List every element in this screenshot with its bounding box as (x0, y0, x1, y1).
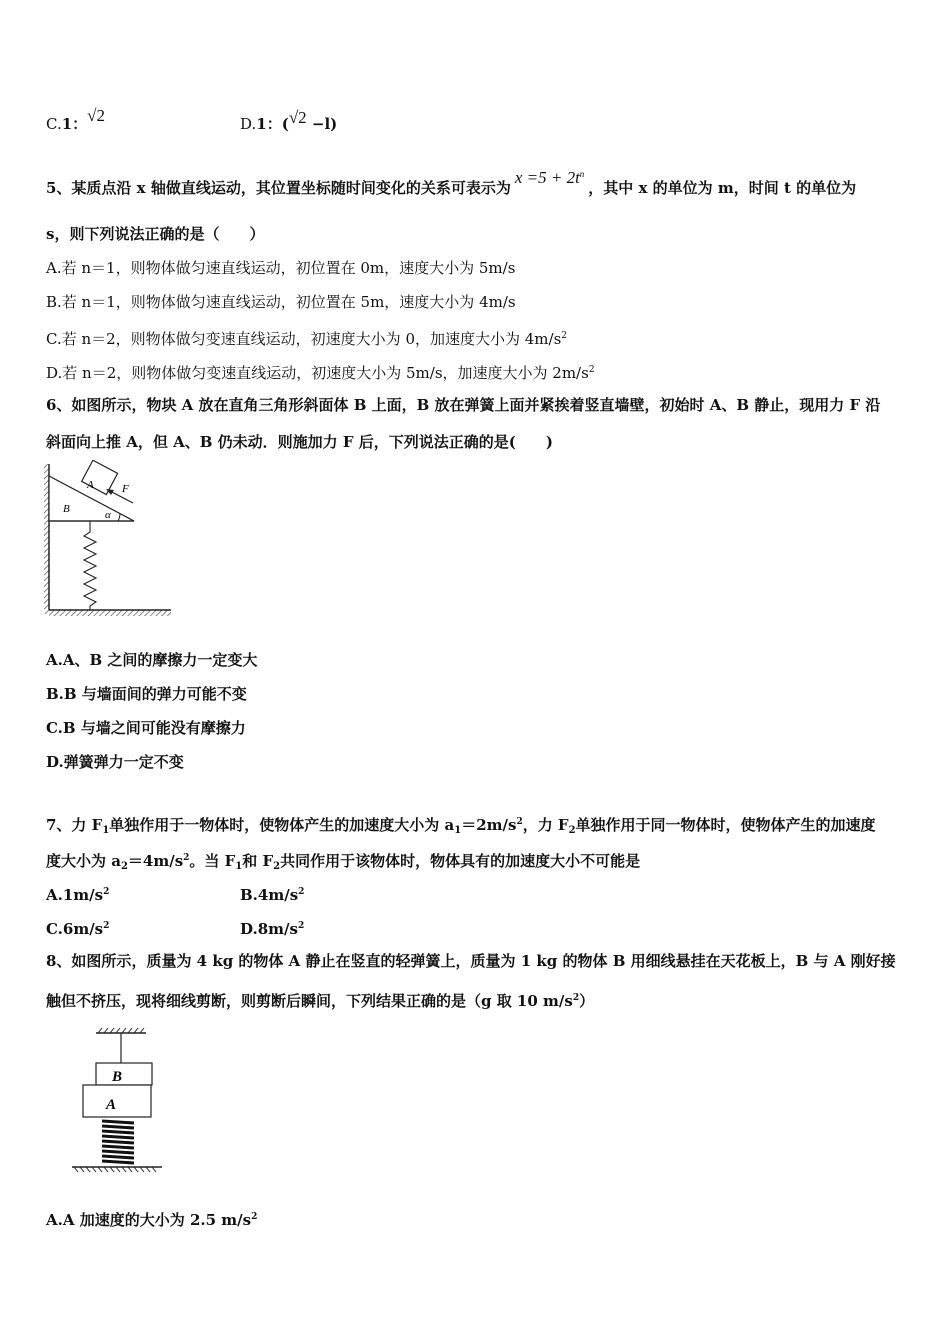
q5-stem-line2: s，则下列说法正确的是（ ） (46, 225, 265, 243)
q4-option-c-math: √2 (87, 106, 105, 125)
q6-option-b: B.B 与墙面间的弹力可能不变 (46, 685, 247, 703)
q8-figure (66, 1025, 176, 1175)
q6-option-a: A.A、B 之间的摩擦力一定变大 (46, 651, 258, 669)
q6-option-c: C.B 与墙之间可能没有摩擦力 (46, 719, 246, 737)
q4-option-d-text: 1：( (256, 115, 289, 133)
q4-option-d-math: √2 (288, 108, 307, 127)
q7-stem-2b: ＝4m/s (127, 852, 184, 870)
q5-option-c-text: C.若 n＝2，则物体做匀变速直线运动，初速度大小为 0，加速度大小为 4m/s (46, 330, 562, 348)
q8-block-a (83, 1085, 151, 1117)
q5-option-d (46, 360, 595, 383)
q8-stem-2-sup: 2 (572, 993, 580, 1003)
q7-option-c-text: C.6m/s (46, 920, 104, 938)
q7-stem-1c: ＝2m/s (461, 816, 517, 834)
q6-label-alpha: α (105, 509, 111, 521)
q7-option-b (240, 882, 304, 905)
q7-option-d (240, 916, 304, 939)
q8-stem-2: 触但不挤压，现将细线剪断，则剪断后瞬间，下列结果正确的是（g 取 10 m/s (46, 992, 573, 1010)
q4-option-d (240, 108, 338, 134)
q4-option-d-tail: −l) (306, 115, 338, 133)
q5-stem-b: ，其中 x 的单位为 m，时间 t 的单位为 (588, 179, 857, 197)
q6-label-f: F (122, 483, 129, 495)
q7-sub-f1b: 1 (235, 861, 243, 872)
q8-stem-line2 (46, 988, 594, 1011)
q7-sub-f2: 2 (568, 825, 576, 836)
q4-option-c-text: 1： (61, 115, 88, 133)
q7-option-d-text: D.8m/s (240, 920, 298, 938)
q8-spring (102, 1121, 134, 1163)
q5-option-d-sup: 2 (588, 365, 595, 375)
q6-option-d: D.弹簧弹力一定不变 (46, 753, 184, 771)
q5-option-b: B.若 n＝1，则物体做匀速直线运动，初位置在 5m，速度大小为 4m/s (46, 293, 516, 311)
q5-option-a: A.若 n＝1，则物体做匀速直线运动，初位置在 0m，速度大小为 5m/s (46, 259, 516, 277)
q6-label-b: B (63, 503, 70, 515)
q7-stem-1e: 单独作用于同一物体时，使物体产生的加速度 (575, 816, 876, 834)
q6-floor-hatch (49, 610, 171, 616)
q6-spring (84, 521, 96, 610)
q7-option-c (46, 916, 109, 939)
q7-sub-f2b: 2 (273, 861, 281, 872)
q8-option-a-text: A.A 加速度的大小为 2.5 m/s (46, 1211, 252, 1229)
q7-sub-a2: 2 (120, 861, 128, 872)
q5-stem-line1 (46, 168, 857, 198)
q7-stem-2d: 和 F (242, 852, 274, 870)
q7-sup-1: 2 (516, 817, 523, 827)
q6-stem-line1: 6、如图所示，物块 A 放在直角三角形斜面体 B 上面，B 放在弹簧上面并紧挨着竖直墙壁，初始时 A、B 静止，现用力 F 沿 (46, 396, 881, 414)
q8-stem-line1: 8、如图所示，质量为 4 kg 的物体 A 静止在竖直的轻弹簧上，质量为 1 kg 的物体 B 用细线悬挂在天花板上，B 与 A 刚好接 (46, 952, 896, 970)
q7-option-d-sup: 2 (297, 921, 305, 931)
q4-option-d-prefix: D. (240, 115, 257, 133)
q8-stem-2-end: ） (579, 992, 595, 1010)
q8-option-a-sup: 2 (251, 1212, 258, 1222)
q5-stem-a: 5、某质点沿 x 轴做直线运动，其位置坐标随时间变化的关系可表示为 (46, 179, 511, 197)
q7-sup-2: 2 (183, 853, 190, 863)
q7-sub-f1: 1 (102, 825, 110, 836)
q5-formula-text: x =5 + 2t (514, 168, 580, 187)
q5-option-d-text: D.若 n＝2，则物体做匀变速直线运动，初速度大小为 5m/s，加速度大小为 2m/s (46, 364, 589, 382)
q7-option-a-text: A.1m/s (46, 886, 104, 904)
q6-figure (40, 460, 180, 620)
q8-option-a (46, 1207, 257, 1230)
q7-stem-1a: 7、力 F (46, 816, 103, 834)
q7-option-a (46, 882, 109, 905)
q5-option-c-sup: 2 (561, 331, 568, 341)
q7-stem-1d: ，力 F (522, 816, 569, 834)
q7-stem-1b: 单独作用于一物体时，使物体产生的加速度大小为 a (109, 816, 455, 834)
q7-stem-line2 (46, 848, 640, 877)
q7-option-b-text: B.4m/s (240, 886, 299, 904)
q7-option-b-sup: 2 (298, 887, 305, 897)
q4-option-c-prefix: C. (46, 115, 62, 133)
q7-option-a-sup: 2 (103, 887, 110, 897)
q8-label-b: B (112, 1069, 123, 1085)
q6-stem-line2: 斜面向上推 A，但 A、B 仍未动．则施加力 F 后，下列说法正确的是( ) (46, 433, 553, 451)
q7-stem-line1 (46, 812, 876, 841)
q5-formula-exp: n (579, 169, 585, 179)
q4-option-c (46, 106, 105, 134)
q5-formula (515, 168, 584, 187)
q8-label-a: A (106, 1097, 117, 1113)
q7-stem-2a: 度大小为 a (46, 852, 121, 870)
q6-label-a: A (87, 479, 94, 491)
q7-stem-2c: 。当 F (189, 852, 236, 870)
q8-block-b (96, 1063, 152, 1085)
q7-stem-2e: 共同作用于该物体时，物体具有的加速度大小不可能是 (280, 852, 641, 870)
q5-option-c (46, 326, 567, 349)
q7-option-c-sup: 2 (103, 921, 110, 931)
q7-sub-a1: 1 (454, 825, 462, 836)
